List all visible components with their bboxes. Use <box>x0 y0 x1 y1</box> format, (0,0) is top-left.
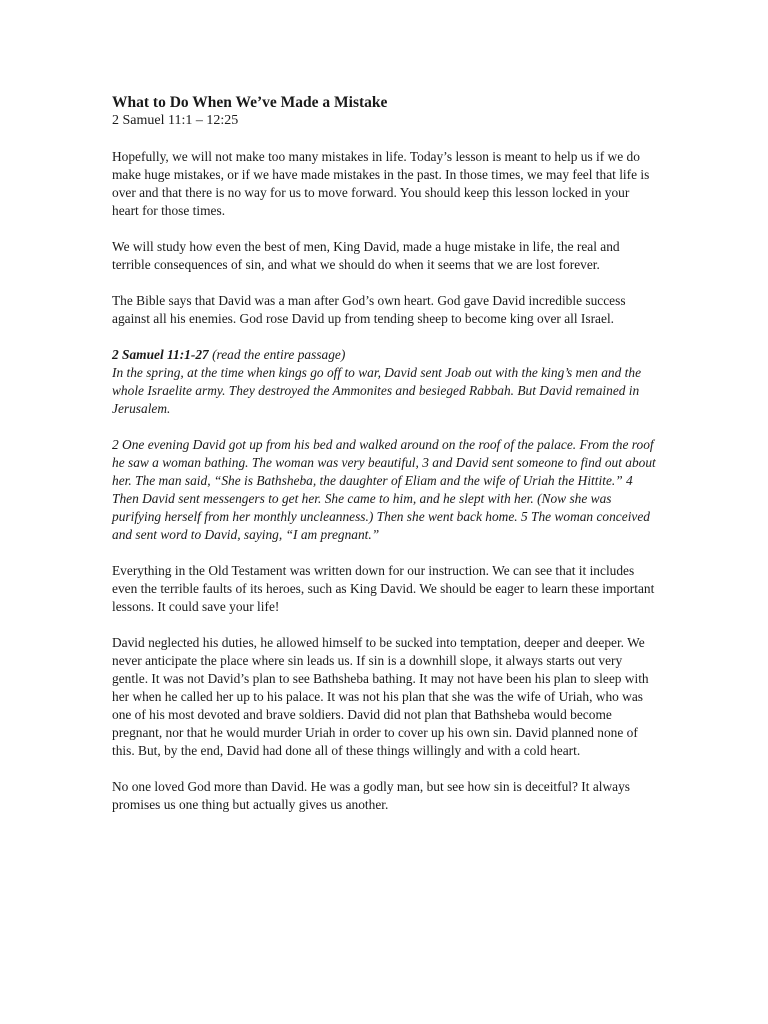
intro-paragraph-1: Hopefully, we will not make too many mistakes in life. Today’s lesson is meant to help us if we do make huge mistakes, or if we have made mistakes in the past. In those times, we may feel that life is over and that there is no way for us to move forward. You should keep this lesson locked in your heart for those times. <box>112 149 650 218</box>
scripture-heading-note: (read the entire passage) <box>208 347 346 362</box>
scripture-heading <box>112 346 656 364</box>
body-paragraph-2: David neglected his duties, he allowed himself to be sucked into temptation, deeper and deeper. We never anticipate the place where sin leads us. If sin is a downhill slope, it always starts out very gentle. It was not David’s plan to see Bathsheba bathing. It may not have been his plan to sleep with her when he called her up to his palace. It was not his plan that she was the wife of Uriah, who was one of his most devoted and brave soldiers. David did not plan that Bathsheba would become pregnant, nor that he would murder Uriah in order to cover up his own sin. David planned none of this. But, by the end, David had done all of these things willingly and with a cold heart. <box>112 635 649 758</box>
scripture-passage-1: In the spring, at the time when kings go off to war, David sent Joab out with the king’s men and the whole Israelite army. They destroyed the Ammonites and besieged Rabbah. But David remained in Jerusalem. <box>112 365 642 416</box>
scripture-passage-2: 2 One evening David got up from his bed and walked around on the roof of the palace. From the roof he saw a woman bathing. The woman was very beautiful, 3 and David sent someone to find out about her. The man said, “She is Bathsheba, the daughter of Eliam and the wife of Uriah the Hittite.” 4 Then David sent messengers to get her. She came to him, and he slept with her. (Now she was purifying herself from her monthly uncleanness.) Then she went back home. 5 The woman conceived and sent word to David, saying, “I am pregnant.” <box>112 437 656 542</box>
body-paragraph-3: No one loved God more than David. He was a godly man, but see how sin is deceitful? It always promises us one thing but actually gives us another. <box>112 779 631 812</box>
document-title: What to Do When We’ve Made a Mistake <box>112 94 388 111</box>
scripture-reference: 2 Samuel 11:1 – 12:25 <box>112 113 239 128</box>
intro-paragraph-2: We will study how even the best of men, King David, made a huge mistake in life, the real and terrible consequences of sin, and what we should do when it seems that we are lost forever. <box>112 239 620 272</box>
intro-paragraph-3: The Bible says that David was a man after God’s own heart. God gave David incredible success against all his enemies. God rose David up from tending sheep to become king over all Israel. <box>112 293 626 326</box>
body-paragraph-1: Everything in the Old Testament was written down for our instruction. We can see that it includes even the terrible faults of its heroes, such as King David. We should be eager to learn these important lessons. It could save your life! <box>112 563 655 614</box>
scripture-heading-reference: 2 Samuel 11:1-27 <box>112 347 209 362</box>
